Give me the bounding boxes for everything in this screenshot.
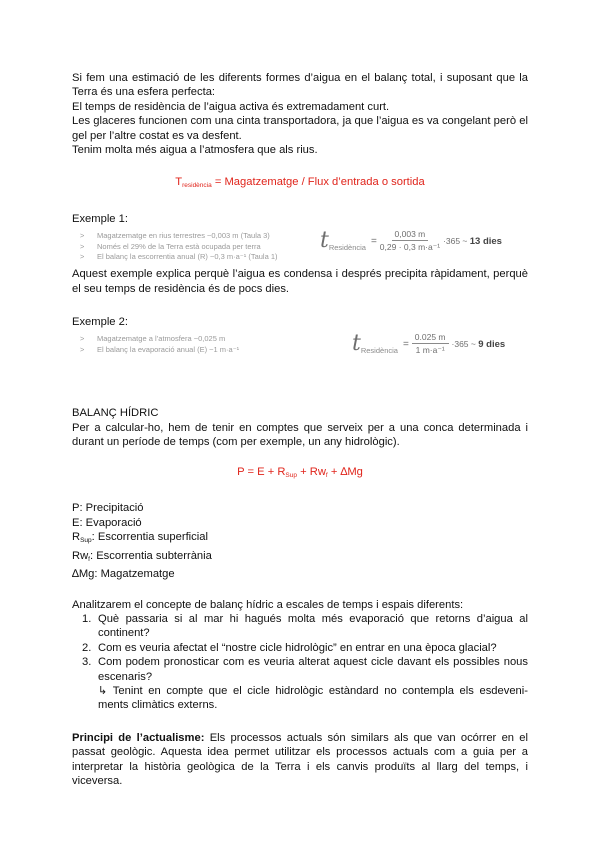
bullet-arrow: >	[80, 344, 85, 354]
fraction-numerator: 0.025 m	[412, 332, 449, 344]
definition-text: : Escorrentia superficial	[91, 531, 208, 544]
list-item	[80, 334, 239, 344]
list-item-text: Què passaria si al mar hi hagués molta més evaporació que retorns d’aigua al continent?	[98, 612, 528, 640]
list-item-text: Només el 29% de la Terra està ocupada per terra	[97, 241, 261, 251]
list-number: 1.	[82, 612, 92, 625]
example-1-explanation: Aquest exemple explica perquè l’aigua es condensa i després precipita ràpidament, perquè el seu temps de residència és de pocs dies.	[72, 268, 528, 295]
analysis-question-list	[72, 612, 528, 684]
definition-subscript: f	[88, 555, 90, 563]
intro-paragraph-4: Tenim molta més aigua a l’atmosfera que als rius.	[72, 144, 318, 157]
example-1-title: Exemple 1:	[72, 213, 128, 226]
list-item-text: Com podem pronosticar com es veuria alterat aquest cicle davant els possibles nous escenaris?	[98, 656, 528, 683]
residence-formula-sub: residència	[182, 182, 212, 190]
definition-p: P: Precipitació	[72, 502, 144, 515]
list-item-text: Com es veuria afectat el “nostre cicle hidrològic” en entrar en una època glacial?	[98, 641, 497, 654]
intro-paragraph-3: Les glaceres funcionen com una cinta transportadora, ja que l’aigua es va congelant però el gel per l’altre costat es va desfent.	[72, 115, 528, 142]
list-number: 3.	[82, 656, 92, 669]
residence-time-formula	[72, 175, 528, 193]
formula-subscript: Sup	[285, 472, 297, 480]
actualism-title: Principi de l’actualisme:	[72, 731, 205, 744]
fraction	[380, 229, 440, 253]
actualism-text: Els processos actuals són similars als que van ocórrer en el passat geològic. Aquesta idea permet utilitzar els processos actuals com a guia per a interpretar la història geològica de la Terra i els canvis produïts al llarg del temps, i viceversa.	[72, 731, 528, 787]
section-heading-balance: BALANÇ HÍDRIC	[72, 407, 159, 420]
example-2-block	[72, 332, 528, 364]
definition-rsup	[72, 530, 528, 548]
list-item	[72, 641, 528, 655]
residence-t-subscript: Residència	[360, 345, 398, 355]
formula-subscript: f	[325, 472, 328, 480]
multiplier: ·365 ~	[451, 338, 476, 349]
example-1-equation	[320, 229, 502, 253]
list-item-text: Magatzematge en rius terrestres ~0,003 m (Taula 3)	[97, 231, 270, 241]
equals-sign: =	[402, 338, 409, 350]
result-value: 9 dies	[478, 338, 506, 350]
formula-part: P = E + R	[237, 466, 286, 479]
residence-t-subscript: Residència	[328, 242, 366, 252]
list-item	[72, 655, 528, 684]
example-1-list	[80, 231, 278, 262]
document-page	[72, 71, 528, 788]
equation-result	[443, 236, 502, 247]
water-balance-formula	[72, 465, 528, 483]
definition-symbol: Rw	[72, 549, 89, 562]
list-item	[80, 345, 239, 355]
equals-sign: =	[370, 235, 377, 247]
list-item-text: El balanç la evaporació anual (E) ~1 m·a⁻¹	[97, 344, 240, 354]
definition-mg: ∆Mg: Magatzematge	[72, 568, 175, 581]
list-number: 2.	[82, 641, 92, 654]
definition-symbol: R	[72, 531, 81, 544]
residence-formula-t: T	[175, 176, 183, 189]
list-item	[80, 231, 278, 241]
bullet-arrow: >	[80, 231, 85, 241]
fraction	[412, 332, 449, 356]
example-2-title: Exemple 2:	[72, 316, 128, 329]
example-1-block	[72, 229, 528, 265]
bullet-arrow: >	[80, 252, 85, 262]
fraction-numerator: 0,003 m	[392, 229, 429, 241]
definition-subscript: Sup	[80, 537, 92, 545]
residence-t-symbol: t	[352, 331, 361, 357]
multiplier: ·365 ~	[443, 235, 468, 246]
fraction-denominator: 1 m·a⁻¹	[415, 345, 445, 356]
list-item-text: El balanç la escorrentia anual (R) ~0,3 m·a⁻¹ (Taula 1)	[97, 252, 278, 262]
analysis-intro: Analitzarem el concepte de balanç hídric a escales de temps i espais diferents:	[72, 598, 464, 611]
fraction-denominator: 0,29 · 0,3 m·a⁻¹	[379, 242, 441, 253]
balance-intro: Per a calcular-ho, hem de tenir en comptes que serveix per a una conca determinada i durant un període de temps (com per exemple, un any hidrològic).	[72, 421, 528, 449]
list-item	[72, 612, 528, 641]
intro-paragraph-1: Si fem una estimació de les diferents formes d’aigua en el balanç total, i suposant que la Terra és una esfera perfecta:	[72, 72, 528, 99]
definition-e: E: Evaporació	[72, 516, 142, 529]
residence-formula-rest: = Magatzematge / Flux d’entrada o sortida	[211, 176, 425, 189]
list-item	[80, 242, 278, 252]
definition-text: : Escorrentia subterrània	[89, 549, 212, 562]
definition-rwf	[72, 549, 528, 567]
formula-part: + Rw	[297, 466, 326, 479]
balance-definitions	[72, 501, 528, 581]
list-item-text: Magatzematge a l’atmosfera ~0,025 m	[97, 334, 226, 344]
bullet-arrow: >	[80, 334, 85, 344]
formula-part: + ∆Mg	[327, 466, 363, 479]
result-value: 13 dies	[469, 235, 502, 247]
residence-t-symbol: t	[320, 228, 329, 254]
equation-result	[452, 339, 506, 350]
intro-paragraph-2: El temps de residència de l’aigua activa és extremadament curt.	[72, 100, 390, 113]
actualism-paragraph	[72, 731, 528, 789]
example-2-list	[80, 334, 239, 355]
bullet-arrow: >	[80, 241, 85, 251]
example-2-equation	[352, 332, 505, 356]
list-item	[80, 252, 278, 262]
analysis-note: ↳ Tenint en compte que el cicle hidrològic estàndard no contempla els esdeveni-ments climàtics externs.	[98, 684, 528, 712]
